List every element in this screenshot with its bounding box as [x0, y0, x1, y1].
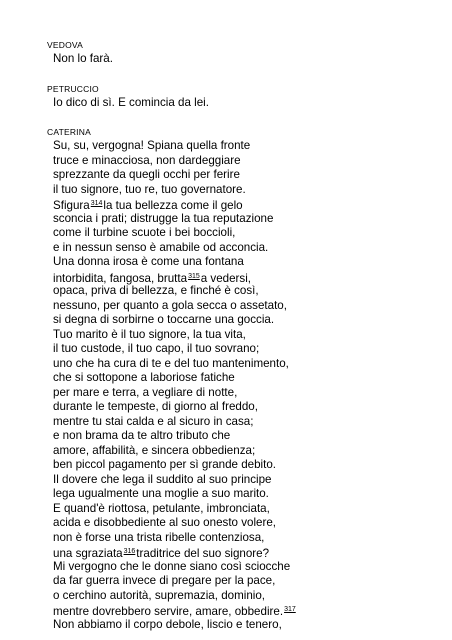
- verse-text: traditrice del suo signore?: [136, 547, 270, 560]
- verse-line: durante le tempeste, di giorno al freddo,: [53, 400, 258, 413]
- footnote-link[interactable]: 314: [90, 200, 103, 207]
- verse-line: sprezzante da quegli occhi per ferire: [53, 168, 240, 181]
- verse-text: a vedersi,: [200, 272, 252, 285]
- verse-line: il tuo signore, tuo re, tuo governatore.: [53, 183, 246, 196]
- verse-line: il tuo custode, il tuo capo, il tuo sovrano;: [53, 342, 260, 355]
- verse-line: Il dovere che lega il suddito al suo principe: [53, 473, 272, 486]
- verse-text: Sfigura: [53, 199, 90, 212]
- speaker-name: VEDOVA: [47, 40, 83, 50]
- verse-line: sconcia i prati; distrugge la tua reputazione: [53, 212, 274, 225]
- verse-line: mentre tu stai calda e al sicuro in casa;: [53, 415, 254, 428]
- verse-line: da far guerra invece di pregare per la pace,: [53, 574, 276, 587]
- footnote-link[interactable]: 316: [123, 548, 136, 555]
- verse-line: lega ugualmente una moglie a suo marito.: [53, 487, 269, 500]
- verse-line: opaca, priva di bellezza, e finché è così,: [53, 284, 259, 297]
- verse-line: Mi vergogno che le donne siano così sciocche: [53, 560, 291, 573]
- verse-line: Tuo marito è il tuo signore, la tua vita,: [53, 328, 246, 341]
- verse-line: e in nessun senso è amabile od acconcia.: [53, 241, 269, 254]
- verse-line: Non abbiamo il corpo debole, liscio e tenero,: [53, 618, 282, 631]
- verse-line: non è forse una trista ribelle contenziosa,: [53, 531, 265, 544]
- verse-line: Su, su, vergogna! Spiana quella fronte: [53, 139, 251, 152]
- verse-text: la tua bellezza come il gelo: [103, 199, 243, 212]
- verse-line: o cerchino autorità, supremazia, dominio,: [53, 589, 266, 602]
- verse-line: [53, 603, 297, 619]
- speaker-name: CATERINA: [47, 127, 91, 137]
- verse-line: amore, affabilità, e sincera obbedienza;: [53, 444, 256, 457]
- verse-line: si degna di sorbirne o toccarne una goccia.: [53, 313, 275, 326]
- verse-line: nessuno, per quanto a gola secca o assetato,: [53, 299, 287, 312]
- verse-text: una sgraziata: [53, 547, 123, 560]
- verse-line: E quand'è riottosa, petulante, imbronciata,: [53, 502, 270, 515]
- verse-line: come il turbine scuote i bei boccioli,: [53, 226, 236, 239]
- verse-line: uno che ha cura di te e del tuo mantenimento,: [53, 357, 289, 370]
- verse-line: Non lo farà.: [53, 52, 113, 65]
- verse-line: e non brama da te altro tributo che: [53, 429, 231, 442]
- verse-text: intorbidita, fangosa, brutta: [53, 272, 188, 285]
- verse-line: Io dico di sì. E comincia da lei.: [53, 96, 209, 109]
- footnote-link[interactable]: 315: [188, 273, 200, 280]
- verse-line: [53, 545, 269, 561]
- verse-line: per mare e terra, a vegliare di notte,: [53, 386, 238, 399]
- verse-line: che si sottopone a laboriose fatiche: [53, 371, 235, 384]
- verse-line: Una donna irosa è come una fontana: [53, 255, 244, 268]
- verse-line: truce e minacciosa, non dardeggiare: [53, 154, 241, 167]
- speaker-name: PETRUCCIO: [47, 84, 99, 94]
- verse-text: mentre dovrebbero servire, amare, obbedire.: [53, 605, 284, 618]
- verse-line: [53, 197, 243, 213]
- verse-line: acida e disobbediente al suo onesto volere,: [53, 516, 277, 529]
- verse-line: ben piccol pagamento per sì grande debito.: [53, 458, 277, 471]
- footnote-link[interactable]: 317: [284, 606, 296, 613]
